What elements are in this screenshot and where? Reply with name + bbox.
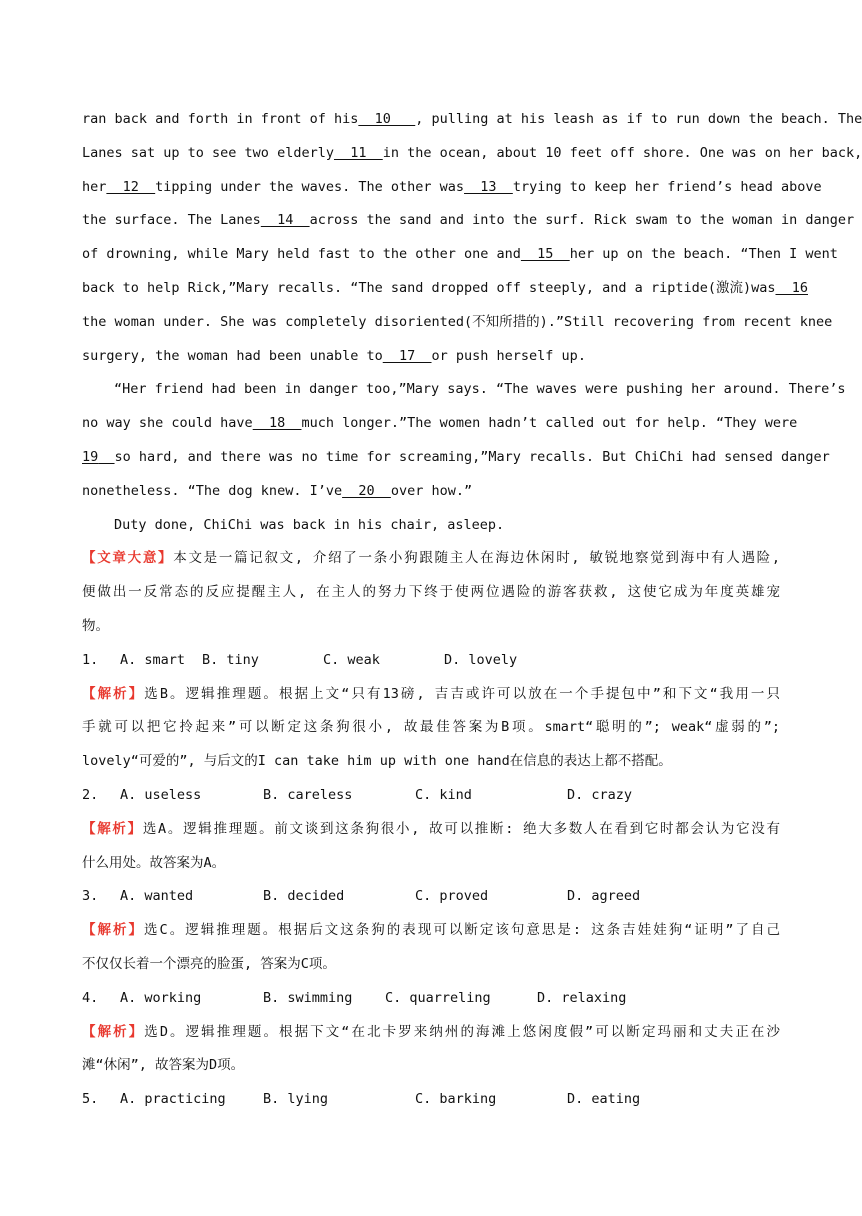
- question-2-options: [82, 779, 780, 813]
- passage-line: [82, 137, 862, 171]
- option-a: A. useless: [120, 786, 202, 803]
- summary-text: 本文是一篇记叙文, 介绍了一条小狗跟随主人在海边休闲时, 敏锐地察觉到海中有人遇险,: [173, 550, 780, 567]
- option-b: B. careless: [263, 786, 353, 803]
- option-d: D. lovely: [444, 651, 518, 668]
- passage-line: [82, 407, 798, 441]
- analysis-line: 什么用处。故答案为A。: [82, 854, 226, 871]
- question-number: 4.: [82, 989, 99, 1006]
- analysis-text: 选D。逻辑推理题。根据下文“在北卡罗来纳州的海滩上悠闲度假”可以断定玛丽和丈夫正在沙: [144, 1023, 780, 1040]
- passage-line: [82, 238, 838, 272]
- analysis-text: 选C。逻辑推理题。根据后文这条狗的表现可以断定该句意思是: 这条吉娃娃狗“证明”了自己: [144, 922, 781, 939]
- passage-line: “Her friend had been in danger too,”Mary says. “The waves were pushing her around. There’s: [114, 381, 846, 398]
- blank-15: 15: [520, 246, 570, 263]
- passage-text: over how.”: [390, 482, 473, 499]
- analysis-line: [82, 1016, 780, 1050]
- passage-text: Lanes sat up to see two elderly: [82, 144, 334, 161]
- analysis-line: 手就可以把它拎起来”可以断定这条狗很小, 故最佳答案为B项。smart“聪明的”; weak“虚弱的”;: [82, 719, 780, 736]
- summary-line: 物。: [82, 617, 109, 634]
- passage-line: [82, 171, 822, 205]
- blank-18: 18: [252, 415, 302, 432]
- option-a: A. working: [120, 989, 202, 1006]
- option-d: D. eating: [567, 1091, 641, 1108]
- summary-tag: 【文章大意】: [82, 550, 174, 567]
- passage-line: [82, 475, 780, 509]
- option-c: C. quarreling: [385, 989, 491, 1006]
- analysis-line: lovely“可爱的”, 与后文的I can take him up with one hand在信息的表达上都不搭配。: [82, 753, 672, 770]
- passage-text: , pulling at his leash as if to run down the beach. The: [415, 111, 862, 127]
- analysis-line: [82, 914, 780, 948]
- analysis-tag: 【解析】: [82, 1023, 145, 1040]
- analysis-line: 滩“休闲”, 故答案为D项。: [82, 1057, 245, 1074]
- blank-14: 14: [260, 212, 310, 229]
- question-number: 1.: [82, 651, 99, 668]
- analysis-text: 选A。逻辑推理题。前文谈到这条狗很小, 故可以推断: 绝大多数人在看到它时都会认为它没有: [142, 820, 781, 837]
- passage-text: no way she could have: [82, 415, 253, 432]
- option-b: B. lying: [263, 1091, 329, 1108]
- analysis-tag: 【解析】: [82, 922, 145, 939]
- blank-10: 10: [358, 111, 416, 127]
- analysis-text: 选B。逻辑推理题。根据上文“只有13磅, 吉吉或许可以放在一个手提包中”和下文“我用一只: [144, 685, 780, 702]
- analysis-tag: 【解析】: [82, 820, 143, 837]
- blank-20: 20: [342, 482, 391, 499]
- blank-space: [98, 449, 114, 465]
- passage-text: back to help Rick,”Mary recalls. “The sand dropped off steeply, and a riptide(激流)was: [82, 279, 776, 296]
- question-number: 3.: [82, 888, 99, 905]
- option-d: D. crazy: [567, 786, 633, 803]
- question-number: 5.: [82, 1091, 99, 1108]
- passage-line: [82, 204, 855, 238]
- passage-text: in the ocean, about 10 feet off shore. One was on her back,: [382, 144, 862, 161]
- question-number: 2.: [82, 786, 99, 803]
- passage-line: [82, 103, 862, 137]
- passage-line: [82, 340, 780, 374]
- question-5-options: [82, 1083, 780, 1117]
- passage-text: or push herself up.: [431, 347, 586, 364]
- passage-text: trying to keep her friend’s head above: [512, 178, 822, 195]
- summary-line: 便做出一反常态的反应提醒主人, 在主人的努力下终于使两位遇险的游客获救, 这使它成为年度英雄宠: [82, 584, 780, 601]
- question-4-options: [82, 982, 780, 1016]
- passage-line: the woman under. She was completely disoriented(不知所措的).”Still recovering from recent knee: [82, 313, 833, 330]
- passage-text: of drowning, while Mary held fast to the other one and: [82, 246, 521, 263]
- blank-16: 16: [775, 279, 808, 296]
- option-b: B. decided: [263, 888, 345, 905]
- passage-text: nonetheless. “The dog knew. I’ve: [82, 482, 343, 499]
- option-c: C. proved: [415, 888, 489, 905]
- option-b: B. tiny: [202, 651, 259, 668]
- passage-text: tipping under the waves. The other was: [155, 178, 465, 195]
- passage-text: surgery, the woman had been unable to: [82, 347, 383, 364]
- analysis-line: 不仅仅长着一个漂亮的脸蛋, 答案为C项。: [82, 955, 336, 972]
- passage-text: ran back and forth in front of his: [82, 111, 359, 127]
- passage-text: across the sand and into the surf. Rick swam to the woman in danger: [309, 212, 855, 229]
- blank-19: [82, 449, 115, 465]
- passage-line: Duty done, ChiChi was back in his chair, asleep.: [114, 516, 505, 533]
- blank-number: 19: [82, 448, 99, 465]
- blank-12: 12: [106, 178, 156, 195]
- analysis-line: [82, 813, 780, 847]
- passage-text: her: [82, 178, 107, 195]
- blank-11: 11: [333, 144, 383, 161]
- document-content: [82, 103, 862, 1117]
- option-d: D. agreed: [567, 888, 641, 905]
- blank-17: 17: [382, 347, 432, 364]
- option-a: A. practicing: [120, 1091, 226, 1108]
- passage-text: much longer.”The women hadn’t called out for help. “They were: [301, 415, 798, 432]
- passage-text: so hard, and there was no time for screaming,”Mary recalls. But ChiChi had sensed danger: [114, 448, 830, 465]
- summary-line: [82, 542, 780, 576]
- passage-text: the surface. The Lanes: [82, 212, 261, 229]
- passage-line: [82, 272, 808, 306]
- option-a: A. smart: [120, 651, 186, 668]
- option-c: C. kind: [415, 786, 472, 803]
- analysis-tag: 【解析】: [82, 685, 145, 702]
- analysis-line: [82, 678, 780, 712]
- passage-line: [82, 441, 830, 475]
- option-c: C. weak: [323, 651, 380, 668]
- option-a: A. wanted: [120, 888, 194, 905]
- question-1-options: [82, 644, 780, 678]
- question-3-options: [82, 880, 780, 914]
- option-d: D. relaxing: [537, 989, 627, 1006]
- passage-text: her up on the beach. “Then I went: [569, 246, 838, 263]
- option-c: C. barking: [415, 1091, 497, 1108]
- option-b: B. swimming: [263, 989, 353, 1006]
- blank-13: 13: [464, 178, 513, 195]
